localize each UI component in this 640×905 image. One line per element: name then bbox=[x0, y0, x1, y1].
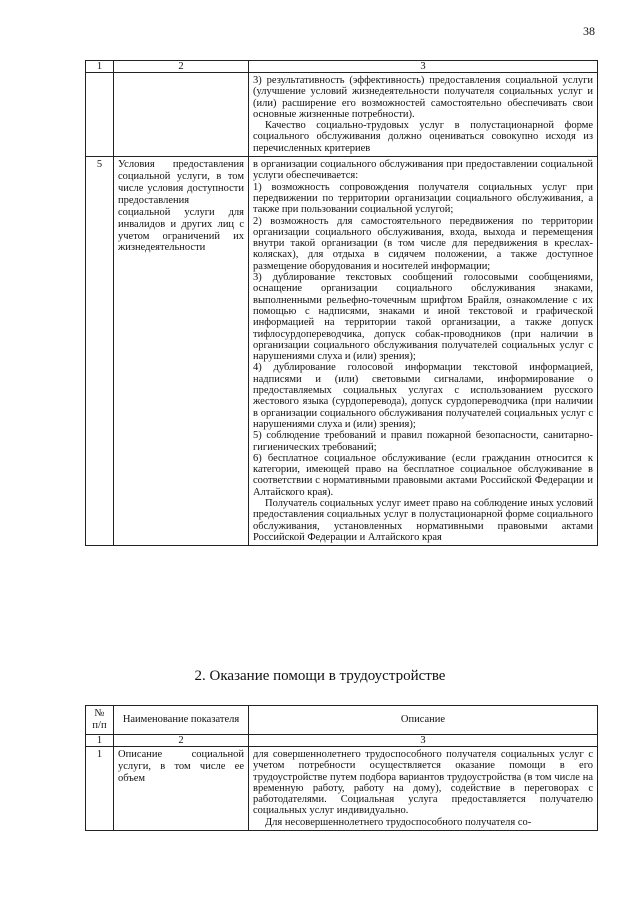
header-description: Описание bbox=[249, 706, 598, 735]
desc-paragraph: для совершеннолетнего трудоспособного получателя социальных услуг с учетом потребности осуществляется оказание помощи в его трудоустройстве путем подбора вариантов трудоустройства (в том числе на временную работу, работу на дому), содействие в переговорах с работодателями. Социальная услуга предоставляется получателю социальных услуг индивидуально. bbox=[253, 749, 593, 817]
row-num: 1 bbox=[86, 747, 114, 831]
column-number-row bbox=[86, 735, 598, 747]
row-name-cell bbox=[114, 73, 249, 157]
desc-paragraph: 1) возможность сопровождения получателя социальных услуг при передвижении по территории организации социального обслуживания, а также при пользовании социальной услугой; bbox=[253, 181, 593, 216]
desc-paragraph: 6) бесплатное социальное обслуживание (если гражданин относится к категории, имеющей право на бесплатное социальное обслуживание в соответствии с нормативными правовыми актами Российской Федерации и Алтайского края). bbox=[253, 452, 593, 498]
col-num-2: 2 bbox=[114, 61, 249, 73]
table-row bbox=[86, 157, 598, 546]
desc-paragraph: в организации социального обслуживания при предоставлении социальной услуги обеспечивается: bbox=[253, 159, 593, 182]
col-num-1: 1 bbox=[86, 61, 114, 73]
desc-paragraph: 2) возможность для самостоятельного передвижения по территории организации социального обслуживания, входа, выхода и перемещения внутри такой организации (в том числе для передвижения в креслах-колясках), для отдыха в сидячем положении, а также доступное размещение оборудования и носителей информации; bbox=[253, 215, 593, 272]
employment-help-table bbox=[85, 705, 598, 831]
header-row bbox=[86, 706, 598, 735]
col-num-3: 3 bbox=[249, 61, 598, 73]
desc-paragraph: Качество социально-трудовых услуг в полустационарной форме социального обслуживания должно оцениваться совокупно исходя из перечисленных критериев bbox=[253, 120, 593, 154]
col-num-2: 2 bbox=[114, 735, 249, 747]
row-description bbox=[249, 73, 598, 157]
row-num: 5 bbox=[86, 157, 114, 546]
desc-paragraph: Для несовершеннолетнего трудоспособного получателя со- bbox=[265, 816, 532, 828]
header-indicator-name: Наименование показателя bbox=[114, 706, 249, 735]
col-num-3: 3 bbox=[249, 735, 598, 747]
row-description bbox=[249, 747, 598, 831]
desc-paragraph: 4) дублирование голосовой информации текстовой информацией, надписями и (или) световыми сигналами, информирование о предоставляемых социальных услугах с использованием русского жестового языка (сурдоперевода), допуск сурдопереводчика (при наличии в организации социального обслуживания получателей социальных услуг с нарушениями слуха и (или) зрения); bbox=[253, 362, 593, 430]
column-number-row bbox=[86, 61, 598, 73]
section-title: 2. Оказание помощи в трудоустройстве bbox=[194, 668, 446, 684]
row-num-cell bbox=[86, 73, 114, 157]
criteria-table bbox=[85, 60, 598, 546]
header-number: № п/п bbox=[86, 706, 114, 735]
desc-paragraph: 3) результативность (эффективность) предоставления социальной услуги (улучшение условий жизнедеятельности получателя социальных услуг и (или) расширение его возможностей самостоятельно обеспечивать свои основные жизненные потребности). bbox=[253, 75, 593, 120]
table-row bbox=[86, 747, 598, 831]
desc-paragraph: Получатель социальных услуг имеет право на соблюдение иных условий предоставления социальных услуг в полустационарной форме социального обслуживания, установленных нормативными правовыми актами Российской Федерации и Алтайского края bbox=[253, 497, 593, 543]
row-description bbox=[249, 157, 598, 546]
row-name: Описание социальной услуги, в том числе ее объем bbox=[114, 747, 249, 831]
desc-paragraph: 5) соблюдение требований и правил пожарной безопасности, санитарно-гигиенических требований; bbox=[253, 430, 593, 453]
desc-paragraph: 3) дублирование текстовых сообщений голосовыми сообщениями, оснащение организации социального обслуживания знаками, выполненными рельефно-точечным шрифтом Брайля, ознакомление с их помощью с надписями, знаками и иной текстовой и графической информацией на территории такой организации, а также допуск тифлосурдопереводчика, допуск собак-проводников (при наличии в организации социального обслуживания получателей социальных услуг с нарушениями слуха и (или) зрения); bbox=[253, 272, 593, 363]
row-name: Условия предоставления социальной услуги, в том числе условия доступности предоставления социальной услуги для инвалидов и других лиц с учетом ограничений их жизнедеятельности bbox=[114, 157, 249, 546]
col-num-1: 1 bbox=[86, 735, 114, 747]
page-number: 38 bbox=[583, 24, 595, 38]
table-row bbox=[86, 73, 598, 157]
